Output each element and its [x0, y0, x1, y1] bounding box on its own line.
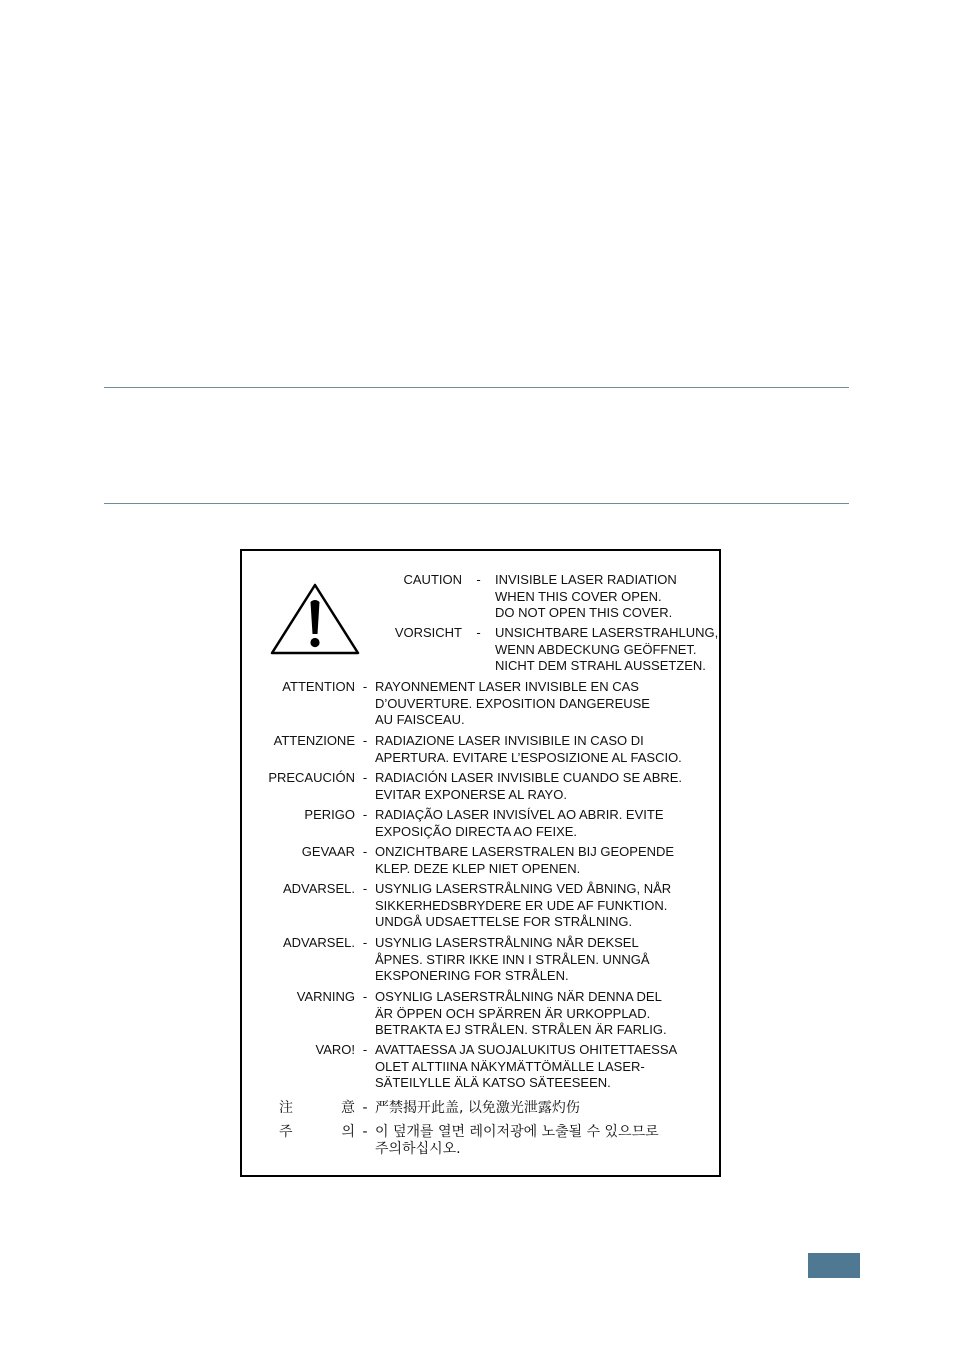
warning-entry-attenzione	[242, 733, 682, 766]
warning-entry-advarsel-no	[242, 935, 650, 985]
language-char-1: 注	[279, 1100, 293, 1116]
warning-entry-caution	[376, 572, 677, 622]
language-label: ATTENTION	[282, 679, 355, 694]
warning-text: OSYNLIG LASERSTRÅLNING NÄR DENNA DEL ÄR ÖPPEN OCH SPÄRREN ÄR URKOPPLAD. BETRAKTA EJ STRÅLEN. STRÅLEN ÄR FARLIG.	[375, 989, 667, 1038]
warning-text: ONZICHTBARE LASERSTRALEN BIJ GEOPENDE KLEP. DEZE KLEP NIET OPENEN.	[375, 844, 675, 876]
language-char-2: 의	[341, 1124, 355, 1140]
warning-entry-precaucion	[242, 770, 682, 803]
separator: -	[362, 989, 368, 1004]
warning-text: RADIAZIONE LASER INVISIBILE IN CASO DI APERTURA. EVITARE L’ESPOSIZIONE AL FASCIO.	[375, 733, 682, 765]
language-label	[242, 1124, 355, 1157]
warning-text: RADIAÇÃO LASER INVISÍVEL AO ABRIR. EVITE EXPOSIÇÃO DIRECTA AO FEIXE.	[375, 807, 664, 839]
separator: -	[362, 881, 368, 896]
warning-entry-advarsel-da	[242, 881, 671, 931]
language-label: CAUTION	[403, 572, 462, 587]
separator: -	[362, 1124, 368, 1140]
language-label: VORSICHT	[394, 625, 462, 640]
language-char-2: 意	[341, 1100, 355, 1116]
warning-text: INVISIBLE LASER RADIATION WHEN THIS COVER OPEN. DO NOT OPEN THIS COVER.	[495, 572, 677, 621]
separator: -	[362, 1100, 368, 1116]
warning-text: USYNLIG LASERSTRÅLNING NÅR DEKSEL ÅPNES. STIRR IKKE INN I STRÅLEN. UNNGÅ EKSPONERING FOR STRÅLEN.	[375, 935, 650, 984]
language-label: ADVARSEL.	[282, 935, 355, 950]
separator: -	[362, 733, 368, 748]
language-label	[242, 1100, 355, 1117]
warning-triangle-icon	[269, 582, 361, 656]
page-tab-marker	[808, 1253, 860, 1278]
warning-entry-perigo	[242, 807, 664, 840]
separator: -	[362, 679, 368, 694]
bottom-divider	[104, 503, 849, 504]
warning-entry-vorsicht	[376, 625, 718, 675]
warning-text: AVATTAESSA JA SUOJALUKITUS OHITETTAESSA OLET ALTTIINA NÄKYMÄTTÖMÄLLE LASER- SÄTEILYLLE ÄLÄ KATSO SÄTEESEEN.	[375, 1042, 678, 1091]
separator: -	[362, 1042, 368, 1057]
warning-entry-chinese	[242, 1100, 580, 1117]
language-label: ADVARSEL.	[282, 881, 355, 896]
warning-entry-varning	[242, 989, 667, 1039]
language-label: VARO!	[315, 1042, 355, 1057]
warning-text: 이 덮개를 열면 레이저광에 노출될 수 있으므로 주의하십시오.	[375, 1124, 659, 1157]
separator: -	[362, 844, 368, 859]
separator: -	[362, 935, 368, 950]
warning-text: UNSICHTBARE LASERSTRAHLUNG, WENN ABDECKUNG GEÖFFNET. NICHT DEM STRAHL AUSSETZEN.	[495, 625, 719, 674]
language-label: VARNING	[296, 989, 355, 1004]
language-label: GEVAAR	[301, 844, 355, 859]
laser-warning-label	[240, 549, 721, 1177]
language-label: PRECAUCIÓN	[268, 770, 355, 785]
language-label: PERIGO	[304, 807, 355, 822]
warning-text: RAYONNEMENT LASER INVISIBLE EN CAS D’OUVERTURE. EXPOSITION DANGEREUSE AU FAISCEAU.	[375, 679, 650, 728]
warning-entry-gevaar	[242, 844, 674, 877]
separator: -	[476, 572, 481, 587]
warning-entry-korean	[242, 1124, 659, 1157]
separator: -	[476, 625, 481, 640]
warning-entry-varo	[242, 1042, 677, 1092]
warning-text: RADIACIÓN LASER INVISIBLE CUANDO SE ABRE. EVITAR EXPONERSE AL RAYO.	[375, 770, 683, 802]
language-label: ATTENZIONE	[273, 733, 355, 748]
warning-text: 严禁揭开此盖, 以免激光泄露灼伤	[375, 1100, 580, 1116]
language-char-1: 주	[279, 1124, 293, 1140]
warning-entry-attention	[242, 679, 650, 729]
top-divider	[104, 387, 849, 388]
separator: -	[362, 770, 368, 785]
warning-text: USYNLIG LASERSTRÅLNING VED ÅBNING, NÅR SIKKERHEDSBRYDERE ER UDE AF FUNKTION. UNDGÅ UDSAETTELSE FOR STRÅLNING.	[375, 881, 672, 930]
separator: -	[362, 807, 368, 822]
